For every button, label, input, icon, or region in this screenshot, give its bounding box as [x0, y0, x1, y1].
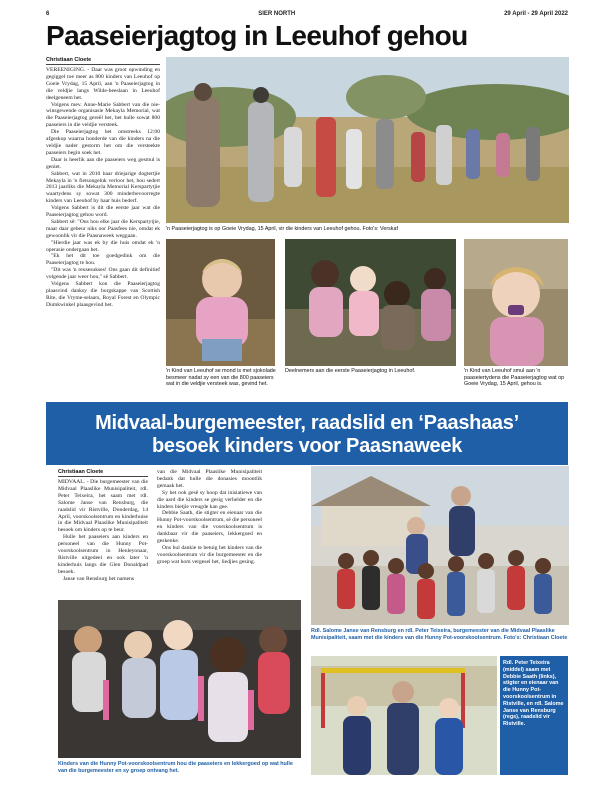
- page-header: [46, 9, 568, 19]
- caption-participants: Deelnemers aan die eerste Paaseierjagtog in Leeuhof.: [285, 368, 416, 374]
- paragraph: "Dit was 'n reusesukses! Ons gaan dit definitief volgende jaar weer hou," sê Sabbert.: [46, 267, 160, 281]
- article1-body: [46, 57, 160, 405]
- caption-egg-hunt-field: 'n Paaseierjagtog is op Goeie Vrydag, 15 April, vir die kinders van Leeuhof gehou. Foto's: Verskaf: [166, 226, 398, 232]
- article2-body-col2: [157, 469, 262, 594]
- publication-name: SIER NORTH: [258, 11, 296, 17]
- paragraph: "Ek het dit toe goedgedink om die Paaseierjagtog te hou.: [46, 253, 160, 267]
- article2-text-col1: [58, 479, 148, 583]
- caption-adults-playground: Rdl. Peter Teixeira (middel) saam met Debbie Saath (links), stigter en eienaar van die Hunny Pot-voorskoolsentrum in Ristville, en rdl. Salome Janse van Rensburg (regs), raadslid vir Ristville.: [503, 660, 564, 728]
- article1-headline: Paaseierjagtog in Leeuhof gehou: [46, 20, 468, 51]
- paragraph: van die Midvaal Plaaslike Munisipaliteit bedank dat hulle die donasies moontlik gemaak het.: [157, 469, 262, 489]
- paragraph: Daar is heerlik aan die paaseiers weg gesmul is geniet.: [46, 156, 160, 170]
- paragraph: Die Paaseierjagtog het omstreeks 12:00 afgeskop waarna honderde van die kinders na die veldjie nader gestorm het om die versteekte paaseiers begin soek het.: [46, 129, 160, 156]
- article2-headline-line1: Midvaal-burgemeester, raadslid en ‘Paashaas’: [95, 412, 519, 434]
- photo-child-chocolate: [166, 239, 275, 366]
- paragraph: Janse van Rensburg het namens: [63, 575, 135, 582]
- page-number: 6: [46, 11, 50, 17]
- caption-child-eating-egg: 'n Kind van Leeuhof smul aan 'n paaseiertydens die Paaseierjagtog wat op Goeie Vrydag, 15 April, gehou is.: [464, 368, 565, 388]
- article2-byline: Christiaan Cloete: [58, 469, 148, 477]
- paragraph: Debbie Saath, die stigter en eienaar van die Hunny Pot-voorskoolsentrum, sê die personeel en kinders van die voorskoolsentrum is dankbaar vir die paaseiers, lekkergoed en geskenke.: [157, 510, 262, 545]
- paragraph: Volgens Sabbert kon die Paaseierjagtog plaasvind danksy die borgskappe van Scottish Rite, die Vryme-selaars, Royal Forest en Olympic Dumkwinkel plaasgevind het.: [46, 281, 160, 308]
- paragraph: Sabbert, wat in 2010 haar driejarige dogtertjie Mekayla in 'n fietsongeluk verloor het, hou sedert 2013 jaarliks die Mekayla Memorial Kerspartytjie waartydens sy sowat 300 minderbevoorregte kinders van Leeuhof by haar huis bederf.: [46, 170, 160, 205]
- photo-kids-easter-eggs: [58, 600, 301, 758]
- article2-headline-line2: besoek kinders voor Paasnaweek: [151, 435, 463, 457]
- article1-text: [46, 67, 160, 309]
- caption-group-mayor-children: Rdl. Salome Janse van Rensburg en rdl. Peter Teixeira, burgemeester van die Midvaal Plaaslike Munisipaliteit, saam met die kinders van die Hunny Pot-voorskoolsentrum. Foto's: Christiaan Cloete: [311, 628, 568, 641]
- paragraph: Volgens Sabbert is dit die eerste jaar wat die Paaseierjagtog gehou word.: [46, 205, 160, 219]
- article2-body-col1: [58, 469, 148, 594]
- paragraph: "Hierdie jaar was ek by die huis omdat ek 'n operasie ondergaan het.: [46, 239, 160, 253]
- photo-egg-hunt-field: [166, 57, 569, 223]
- paragraph: Ons hul dankie te betuig het kinders van die voorskoolsentrum vir die burgemeester en die groep wat hom vergesel het, liedjies gesing.: [157, 544, 262, 565]
- article1-byline: Christiaan Cloete: [46, 57, 160, 65]
- photo-group-mayor-children: [311, 466, 569, 625]
- issue-date: 29 April - 29 April 2022: [504, 11, 568, 17]
- paragraph: Volgens mev. Anne-Marie Sabbert van die nie-winsgewende organisasie Mekayla Memorial, wat die Paaseierjagtog gereël het, het hulle sowat 800 paaseiers in die veldjie versteek.: [46, 101, 160, 129]
- article2-headline-banner: [46, 402, 568, 465]
- photo-participants: [285, 239, 456, 366]
- caption-adults-playground-box: [500, 656, 568, 775]
- paragraph: MIDVAAL. - Die burgemeester van die Midvaal Plaaslike Munisipaliteit, rdl. Peter Teixeira, het saam met rdl. Salome Janse van Rensburg, die raadslid vir Ristville, Donderdag, 14 April, voorskoolsentrum en kinderhuise in die Midvaal Plaaslike Munisipaliteit besoek om kinders op te beur.: [58, 479, 148, 534]
- photo-child-eating-egg: [464, 239, 568, 366]
- paragraph: Sy het ook gesê sy hoop dat inisiatiewe van die aard die kinders se gesig verhelder en die kinders bietjie vreugde kan gee.: [157, 489, 262, 510]
- photo-adults-playground: [311, 656, 497, 775]
- paragraph: Sabbert sê: "Ons hou elke jaar die Kerspartytjie, maar daar gebeur niks oor Paasfees nie, omdat ek gewoonlik vir die Paasnaweek weggaan.: [46, 218, 160, 239]
- paragraph: Hulle het paaseiers aan kinders en personeel van die Hunny Pot-voorskoolsentrum in Henleyonaar, Ristville uitgedeel en ook later 'n kinderhuis langs die Glen Donaldpad besoek.: [58, 534, 148, 575]
- caption-kids-easter-eggs: Kinders van die Hunny Pot-voorskoolsentrum hou die paaseiers en lekkergoed op wat hulle van die burgemeester en sy groep ontvang het.: [58, 761, 293, 774]
- paragraph: VEREENIGING. - Daar was groot opwinding en gegiggel toe meer as 800 kinders van Leeuhof op Goeie Vrydag, 15 April, aan 'n Paaseierjagtog in die veldjie langs Wilde-beeslaan in Leeuhof deelgeneem het.: [46, 67, 160, 101]
- article2-text-col2: [157, 469, 262, 566]
- caption-child-chocolate: 'n Kind van Leeuhof se mond is met sjokolade besmeer nadat sy een van die 800 paaseiers wat in die veldjie versteek was, gevind het.: [166, 368, 276, 388]
